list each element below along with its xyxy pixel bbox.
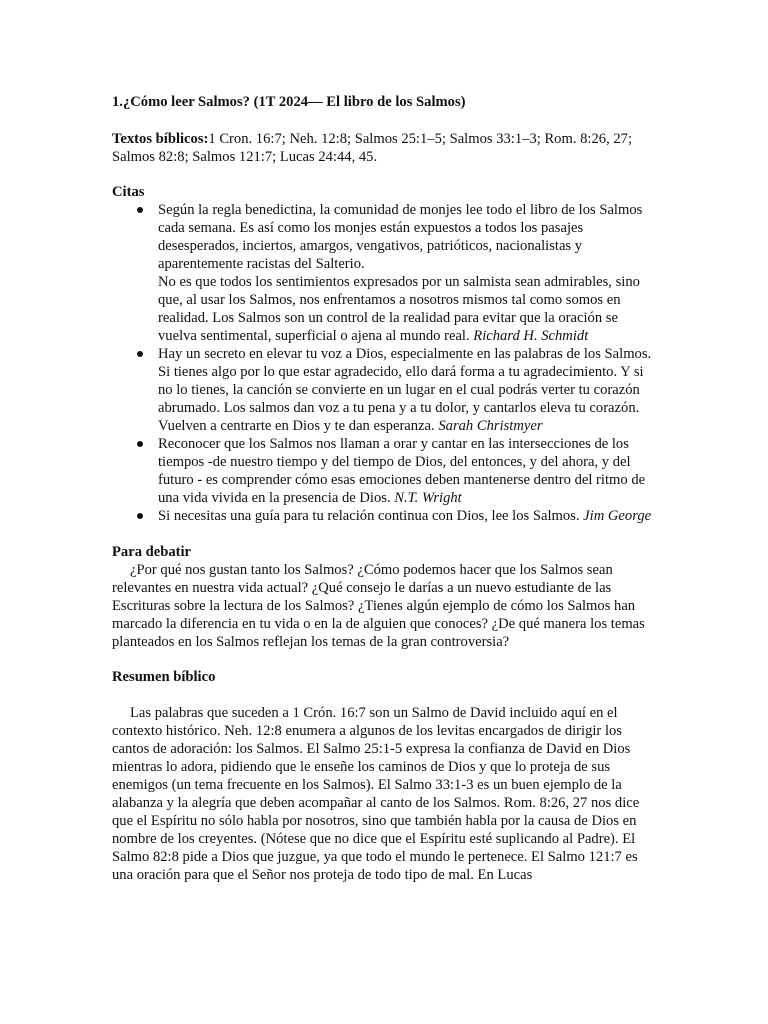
cita-author: Richard H. Schmidt (473, 328, 589, 344)
cita-item (158, 435, 660, 507)
cita-author: Jim George (583, 508, 652, 524)
document-content (112, 93, 660, 884)
cita-item (158, 345, 660, 435)
debatir-heading: Para debatir (112, 544, 192, 560)
cita-item (158, 507, 660, 525)
cita-text: Si necesitas una guía para tu relación continua con Dios, lee los Salmos. (158, 508, 580, 524)
cita-text-continued: No es que todos los sentimientos expresados por un salmista sean admirables, sino que, al usar los Salmos, nos enfrentamos a nosotros mismos tal como somos en realidad. Los Salmos son un control de la realidad para evitar que la oración se vuelva sentimental, superficial o ajena al mundo real. (158, 274, 640, 344)
citas-heading: Citas (112, 184, 145, 200)
citas-list (112, 201, 660, 525)
cita-text: Según la regla benedictina, la comunidad de monjes lee todo el libro de los Salmos cada semana. Es así como los monjes están expuestos a todos los pasajes desesperados, inciertos, amargos, vengativos, patrióticos, nacionalistas y aparentemente racistas del Salterio. (158, 202, 643, 272)
cita-text: Hay un secreto en elevar tu voz a Dios, especialmente en las palabras de los Salmos. Si tienes algo por lo que estar agradecido, ello dará forma a tu agradecimiento. Y si no lo tienes, la canción se convierte en un lugar en el cual podrás verter tu corazón abrumado. Los salmos dan voz a tu pena y a tu dolor, y cantarlos eleva tu corazón. Vuelven a centrarte en Dios y te dan esperanza. (158, 346, 652, 434)
cita-text: Reconocer que los Salmos nos llaman a orar y cantar en las intersecciones de los tiempos -de nuestro tiempo y del tiempo de Dios, del entonces, y del ahora, y del futuro - es comprender cómo esas emociones deben mantenerse dentro del ritmo de una vida vivida en la presencia de Dios. (158, 436, 646, 506)
resumen-section (112, 668, 660, 884)
debatir-section (112, 543, 660, 651)
cita-author: Sarah Christmyer (438, 418, 543, 434)
citas-section (112, 183, 660, 525)
resumen-paragraph: Las palabras que suceden a 1 Crón. 16:7 son un Salmo de David incluido aquí en el contexto histórico. Neh. 12:8 enumera a algunos de los levitas encargados de dirigir los cantos de adoración: los Salmos. El Salmo 25:1-5 expresa la confianza de David en Dios mientras lo adora, pidiendo que le enseñe los caminos de Dios y que lo proteja de sus enemigos (un tema frecuente en los Salmos). El Salmo 33:1-3 es un buen ejemplo de la alabanza y la alegría que deben acompañar al canto de los Salmos. Rom. 8:26, 27 nos dice que el Espíritu no sólo habla por nosotros, sino que también habla por la causa de Dios en nombre de los creyentes. (Nótese que no dice que el Espíritu esté suplicando al Padre). El Salmo 82:8 pide a Dios que juzgue, ya que todo el mundo le pertenece. El Salmo 121:7 es una oración para que el Señor nos proteja de todo tipo de mal. En Lucas (112, 705, 640, 883)
cita-item (158, 201, 660, 345)
document-title: 1.¿Cómo leer Salmos? (1T 2024— El libro de los Salmos) (112, 94, 466, 110)
cita-author: N.T. Wright (394, 490, 462, 506)
bible-texts (112, 130, 660, 166)
resumen-heading: Resumen bíblico (112, 669, 216, 685)
bible-texts-list: 1 Cron. 16:7; Neh. 12:8; Salmos 25:1–5; Salmos 33:1–3; Rom. 8:26, 27; Salmos 82:8; Salmos 121:7; Lucas 24:44, 45. (112, 131, 633, 165)
bible-texts-label: Textos bíblicos: (112, 131, 209, 147)
debatir-paragraph: ¿Por qué nos gustan tanto los Salmos? ¿Cómo podemos hacer que los Salmos sean relevantes en nuestra vida actual? ¿Qué consejo le darías a un nuevo estudiante de las Escrituras sobre la lectura de los Salmos? ¿Tienes algún ejemplo de cómo los Salmos han marcado la diferencia en tu vida o en la de alguien que conoces? ¿De qué manera los temas planteados en los Salmos reflejan los temas de la gran controversia? (112, 562, 645, 650)
